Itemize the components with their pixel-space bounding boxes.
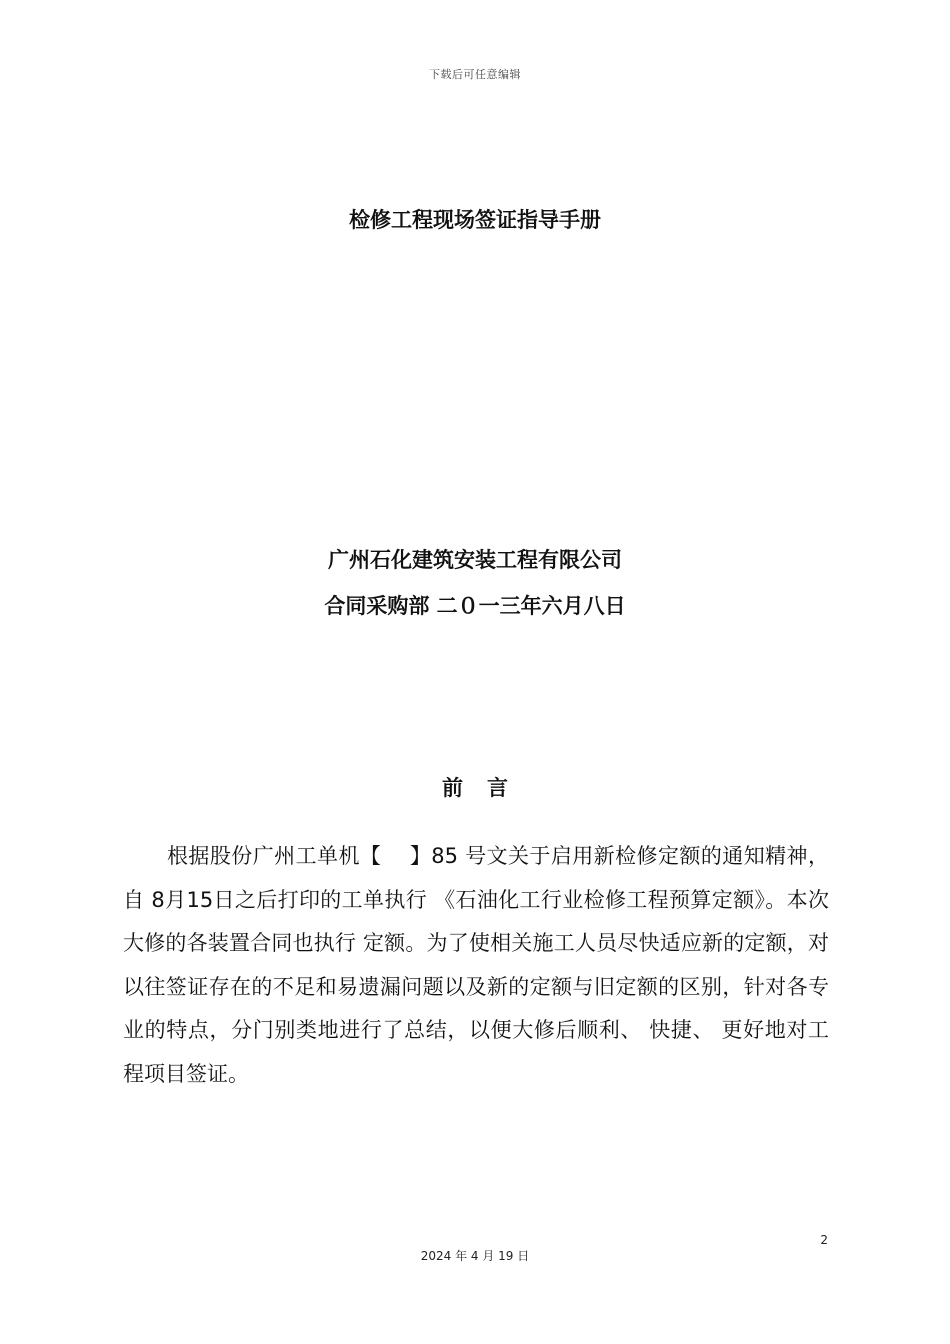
preface-body: 根据股份广州工单机【 】85 号文关于启用新检修定额的通知精神，自 8月15日之后打印的工单执行 《石油化工行业检修工程预算定额》。本次大修的各装置合同也执行 定额。为了使相关施工人员尽快适应新的定额，对以往签证存在的不足和易遗漏问题以及新的定额与旧定额的区别，针对各专业的特点，分门别类地进行了总结，以便大修后顺利、 快捷、 更好地对工程项目签证。 [123,844,829,1086]
preface-heading: 前言 [442,776,532,800]
header-note: 下载后可任意编辑 [429,68,521,81]
page-number: 2 [820,1233,828,1247]
footer-date: 2024 年 4 月 19 日 [420,1249,530,1263]
document-title: 检修工程现场签证指导手册 [349,208,601,232]
department-date: 合同采购部 二０一三年六月八日 [324,594,626,618]
company-name: 广州石化建筑安装工程有限公司 [328,548,622,572]
